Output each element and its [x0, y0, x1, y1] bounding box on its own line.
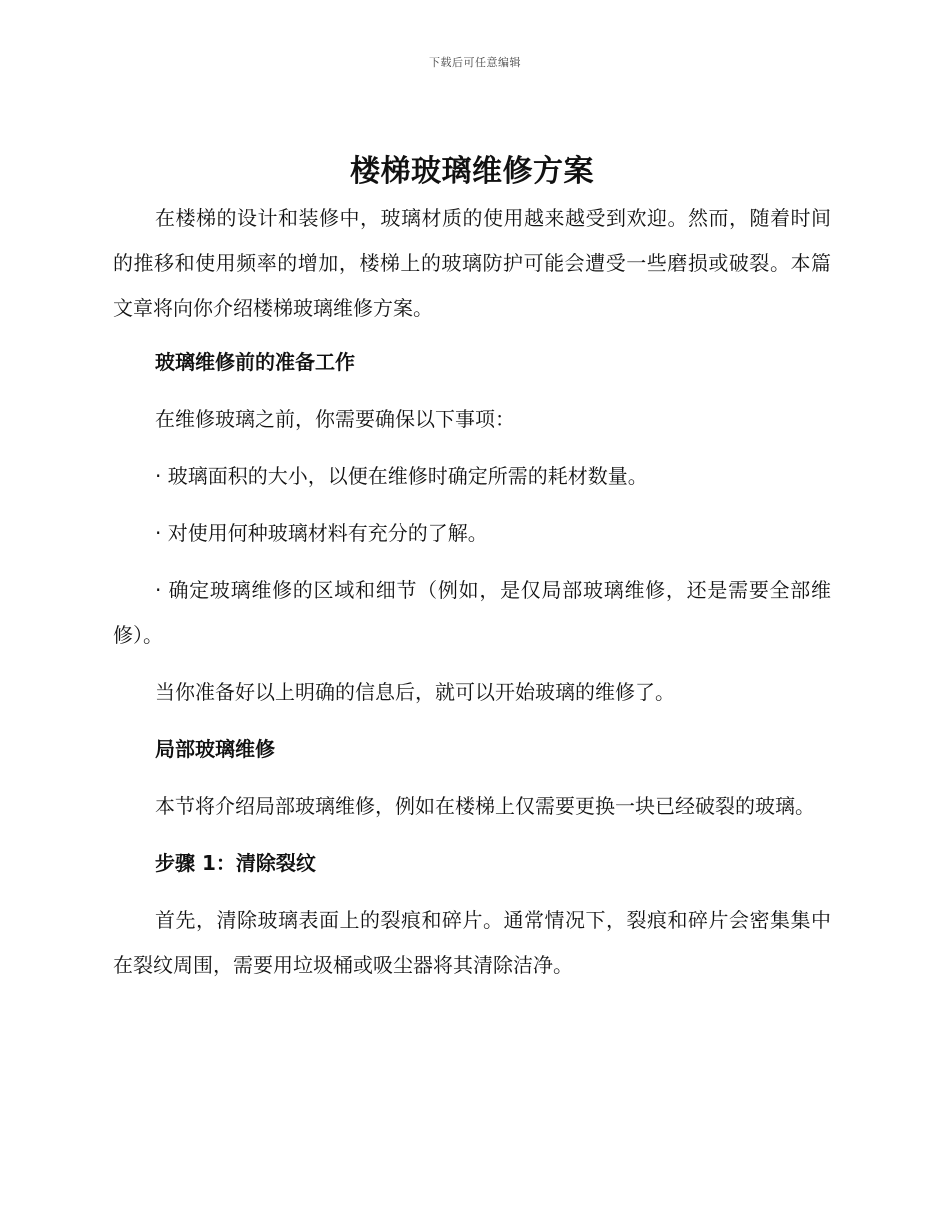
- preparation-lead: 在维修玻璃之前，你需要确保以下事项：: [155, 407, 515, 431]
- document-title: 楼梯玻璃维修方案: [350, 154, 594, 189]
- section-heading-partial-repair: 局部玻璃维修: [155, 737, 275, 761]
- preparation-item: · 确定玻璃维修的区域和细节（例如，是仅局部玻璃维修，还是需要全部维修）。: [113, 578, 831, 647]
- preparation-closing: 当你准备好以上明确的信息后，就可以开始玻璃的维修了。: [155, 680, 675, 704]
- document-body: [113, 150, 831, 1000]
- step-1-paragraph: 首先，清除玻璃表面上的裂痕和碎片。通常情况下，裂痕和碎片会密集集中在裂纹周围，需要用垃圾桶或吸尘器将其清除洁净。: [113, 908, 831, 977]
- partial-repair-paragraph: 本节将介绍局部玻璃维修，例如在楼梯上仅需要更换一块已经破裂的玻璃。: [155, 794, 815, 818]
- preparation-item: · 玻璃面积的大小，以便在维修时确定所需的耗材数量。: [155, 464, 648, 488]
- preparation-item: · 对使用何种玻璃材料有充分的了解。: [155, 521, 488, 545]
- intro-paragraph: 在楼梯的设计和装修中，玻璃材质的使用越来越受到欢迎。然而，随着时间的推移和使用频率的增加，楼梯上的玻璃防护可能会遭受一些磨损或破裂。本篇文章将向你介绍楼梯玻璃维修方案。: [113, 206, 831, 320]
- step-heading-1: 步骤 1：清除裂纹: [155, 851, 316, 875]
- header-note: 下载后可任意编辑: [429, 56, 521, 69]
- section-heading-preparation: 玻璃维修前的准备工作: [155, 350, 355, 374]
